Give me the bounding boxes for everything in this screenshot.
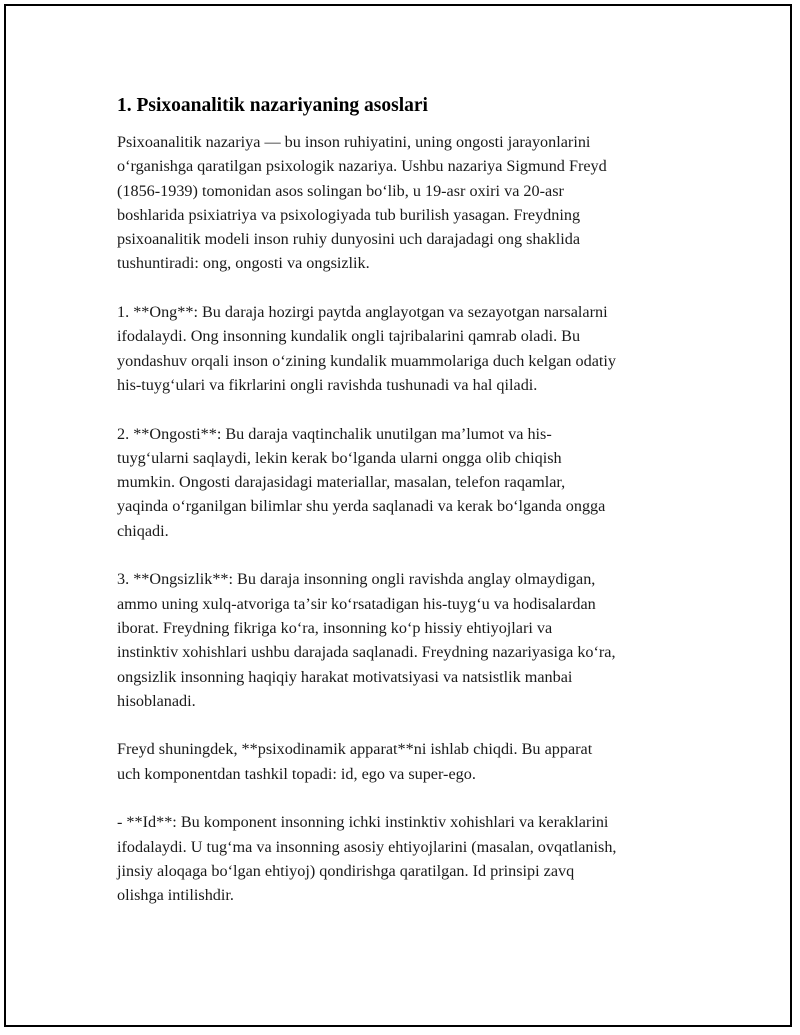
psychodynamic-paragraph <box>117 737 697 786</box>
paragraph-line: mumkin. Ongosti darajasidagi materiallar, masalan, telefon raqamlar, <box>117 473 566 492</box>
paragraph-line: 1. **Ong**: Bu daraja hozirgi paytda anglayotgan va sezayotgan narsalarni <box>117 303 608 322</box>
paragraph-line: yaqinda oʻrganilgan bilimlar shu yerda saqlanadi va kerak boʻlganda ongga <box>117 497 606 516</box>
paragraph-line: - **Id**: Bu komponent insonning ichki instinktiv xohishlari va keraklarini <box>117 813 609 832</box>
paragraph-line: instinktiv xohishlari ushbu darajada saqlanadi. Freydning nazariyasiga koʻra, <box>117 643 616 662</box>
paragraph-line: uch komponentdan tashkil topadi: id, ego va super-ego. <box>117 764 476 783</box>
paragraph-line: his-tuygʻulari va fikrlarini ongli ravishda tushunadi va hal qiladi. <box>117 375 538 394</box>
ongsizlik-paragraph <box>117 567 697 713</box>
paragraph-line: ammo uning xulq-atvoriga taʼsir koʻrsatadigan his-tuygʻu va hodisalardan <box>117 594 596 613</box>
paragraph-line: ongsizlik insonning haqiqiy harakat motivatsiyasi va natsistlik manbai <box>117 667 573 686</box>
paragraph-line: Psixoanalitik nazariya — bu inson ruhiyatini, uning ongosti jarayonlarini <box>117 133 591 151</box>
ongosti-paragraph <box>117 422 697 543</box>
paragraph-line: ifodalaydi. U tugʻma va insonning asosiy ehtiyojlarini (masalan, ovqatlanish, <box>117 837 617 856</box>
document-body <box>117 92 697 932</box>
paragraph-line: yondashuv orqali inson oʻzining kundalik muammolariga duch kelgan odatiy <box>117 351 617 370</box>
section-title: 1. Psixoanalitik nazariyaning asoslari <box>117 95 428 116</box>
paragraph-line: ifodalaydi. Ong insonning kundalik ongli tajribalarini qamrab oladi. Bu <box>117 327 581 346</box>
paragraph-line: 3. **Ongsizlik**: Bu daraja insonning ongli ravishda anglay olmaydigan, <box>117 570 596 589</box>
intro-paragraph <box>117 130 697 276</box>
paragraph-line: iborat. Freydning fikriga koʻra, insonning koʻp hissiy ehtiyojlari va <box>117 618 553 637</box>
ong-paragraph <box>117 300 697 397</box>
paragraph-line: chiqadi. <box>117 521 169 540</box>
paragraph-line: boshlarida psixiatriya va psixologiyada tub burilish yasagan. Freydning <box>117 205 581 224</box>
id-paragraph <box>117 810 697 907</box>
paragraph-line: hisoblanadi. <box>117 691 196 710</box>
paragraph-line: oʻrganishga qaratilgan psixologik nazariya. Ushbu nazariya Sigmund Freyd <box>117 157 607 176</box>
paragraph-line: olishga intilishdir. <box>117 886 234 905</box>
paragraph-line: 2. **Ongosti**: Bu daraja vaqtinchalik unutilgan maʼlumot va his- <box>117 424 552 443</box>
paragraph-line: tushuntiradi: ong, ongosti va ongsizlik. <box>117 254 370 273</box>
paragraph-line: psixoanalitik modeli inson ruhiy dunyosini uch darajadagi ong shaklida <box>117 230 581 249</box>
paragraph-line: Freyd shuningdek, **psixodinamik apparat**ni ishlab chiqdi. Bu apparat <box>117 740 593 759</box>
paragraph-line: tuygʻularni saqlaydi, lekin kerak boʻlganda ularni ongga olib chiqish <box>117 448 562 467</box>
paragraph-line: jinsiy aloqaga boʻlgan ehtiyoj) qondirishga qaratilgan. Id prinsipi zavq <box>117 861 575 880</box>
paragraph-line: (1856-1939) tomonidan asos solingan boʻlib, u 19-asr oxiri va 20-asr <box>117 181 564 200</box>
